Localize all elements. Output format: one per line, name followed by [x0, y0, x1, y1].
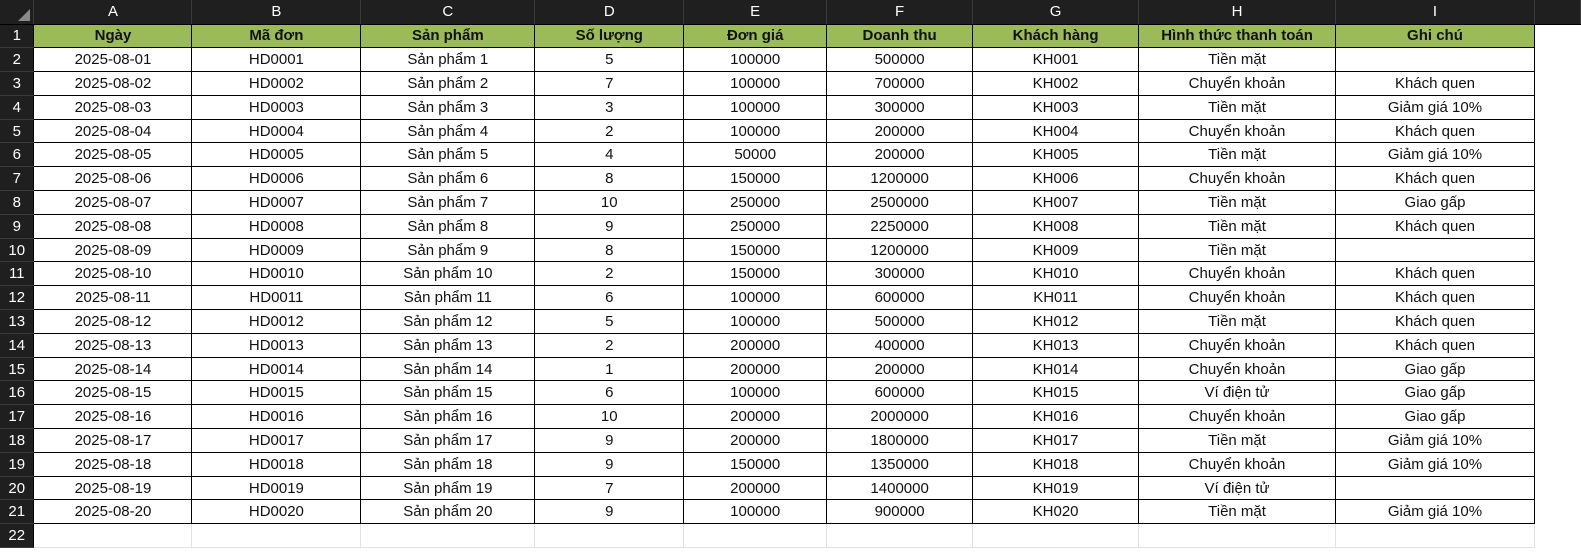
cell-b21[interactable]: HD0020 [192, 500, 361, 524]
cell-i15[interactable]: Giao gấp [1336, 357, 1535, 381]
cell-g3[interactable]: KH002 [973, 72, 1139, 96]
cell-g17[interactable]: KH016 [973, 405, 1139, 429]
cell-b2[interactable]: HD0001 [192, 48, 361, 72]
cell-h19[interactable]: Chuyển khoản [1139, 452, 1336, 476]
cell-c15[interactable]: Sản phẩm 14 [361, 357, 535, 381]
cell-c19[interactable]: Sản phẩm 18 [361, 452, 535, 476]
cell-c13[interactable]: Sản phẩm 12 [361, 310, 535, 334]
table-row [0, 476, 1581, 500]
cell-i13[interactable]: Khách quen [1336, 310, 1535, 334]
cell-b14[interactable]: HD0013 [192, 333, 361, 357]
cell-d14[interactable]: 2 [535, 333, 684, 357]
cell-i16[interactable]: Giao gấp [1336, 381, 1535, 405]
cell-e1[interactable]: Đơn giá [684, 24, 827, 48]
cell-e7[interactable]: 150000 [684, 167, 827, 191]
cell-a9[interactable]: 2025-08-08 [34, 214, 192, 238]
cell-h9[interactable]: Tiền mặt [1139, 214, 1336, 238]
cell-f14[interactable]: 400000 [827, 333, 973, 357]
cell-f13[interactable]: 500000 [827, 310, 973, 334]
cell-c22[interactable] [361, 524, 535, 548]
cell-h2[interactable]: Tiền mặt [1139, 48, 1336, 72]
cell-g6[interactable]: KH005 [973, 143, 1139, 167]
cell-f2[interactable]: 500000 [827, 48, 973, 72]
cell-overflow-15[interactable] [1534, 357, 1580, 381]
cell-overflow-14[interactable] [1534, 333, 1580, 357]
cell-f21[interactable]: 900000 [827, 500, 973, 524]
table-row [0, 238, 1581, 262]
cell-f20[interactable]: 1400000 [827, 476, 973, 500]
cell-f7[interactable]: 1200000 [827, 167, 973, 191]
column-header-a[interactable]: A [34, 0, 192, 24]
cell-e21[interactable]: 100000 [684, 500, 827, 524]
cell-d1[interactable]: Số lượng [535, 24, 684, 48]
cell-overflow-18[interactable] [1534, 429, 1580, 453]
table-row [0, 333, 1581, 357]
cell-c3[interactable]: Sản phẩm 2 [361, 72, 535, 96]
cell-overflow-22[interactable] [1534, 524, 1580, 548]
row-number-22[interactable]: 22 [0, 524, 34, 548]
cell-g18[interactable]: KH017 [973, 429, 1139, 453]
cell-overflow-8[interactable] [1534, 191, 1580, 215]
cell-f8[interactable]: 2500000 [827, 191, 973, 215]
cell-a4[interactable]: 2025-08-03 [34, 95, 192, 119]
cell-g11[interactable]: KH010 [973, 262, 1139, 286]
cell-overflow-11[interactable] [1534, 262, 1580, 286]
table-row [0, 48, 1581, 72]
cell-f5[interactable]: 200000 [827, 119, 973, 143]
cell-h4[interactable]: Tiền mặt [1139, 95, 1336, 119]
cell-b6[interactable]: HD0005 [192, 143, 361, 167]
cell-overflow-4[interactable] [1534, 95, 1580, 119]
cell-i12[interactable]: Khách quen [1336, 286, 1535, 310]
cell-overflow-12[interactable] [1534, 286, 1580, 310]
column-header-e[interactable]: E [684, 0, 827, 24]
cell-d12[interactable]: 6 [535, 286, 684, 310]
cell-f17[interactable]: 2000000 [827, 405, 973, 429]
row-number-7[interactable]: 7 [0, 167, 34, 191]
table-row [0, 95, 1581, 119]
cell-c5[interactable]: Sản phẩm 4 [361, 119, 535, 143]
cell-overflow-20[interactable] [1534, 476, 1580, 500]
cell-i3[interactable]: Khách quen [1336, 72, 1535, 96]
cell-f3[interactable]: 700000 [827, 72, 973, 96]
cell-overflow-13[interactable] [1534, 310, 1580, 334]
cell-d4[interactable]: 3 [535, 95, 684, 119]
cell-b12[interactable]: HD0011 [192, 286, 361, 310]
cell-i19[interactable]: Giảm giá 10% [1336, 452, 1535, 476]
cell-i2[interactable] [1336, 48, 1535, 72]
cell-c11[interactable]: Sản phẩm 10 [361, 262, 535, 286]
table-row [0, 214, 1581, 238]
cell-g9[interactable]: KH008 [973, 214, 1139, 238]
cell-h5[interactable]: Chuyển khoản [1139, 119, 1336, 143]
cell-b20[interactable]: HD0019 [192, 476, 361, 500]
cell-d7[interactable]: 8 [535, 167, 684, 191]
cell-h13[interactable]: Tiền mặt [1139, 310, 1336, 334]
cell-a11[interactable]: 2025-08-10 [34, 262, 192, 286]
cell-overflow-9[interactable] [1534, 214, 1580, 238]
cell-overflow-17[interactable] [1534, 405, 1580, 429]
column-header-overflow[interactable] [1534, 0, 1580, 24]
row-number-19[interactable]: 19 [0, 452, 34, 476]
cell-e22[interactable] [684, 524, 827, 548]
cell-g21[interactable]: KH020 [973, 500, 1139, 524]
cell-i17[interactable]: Giao gấp [1336, 405, 1535, 429]
cell-i9[interactable]: Khách quen [1336, 214, 1535, 238]
row-number-18[interactable]: 18 [0, 429, 34, 453]
cell-a16[interactable]: 2025-08-15 [34, 381, 192, 405]
select-all-triangle-icon [18, 9, 30, 21]
cell-g12[interactable]: KH011 [973, 286, 1139, 310]
cell-d3[interactable]: 7 [535, 72, 684, 96]
row-number-2[interactable]: 2 [0, 48, 34, 72]
cell-f6[interactable]: 200000 [827, 143, 973, 167]
cell-g8[interactable]: KH007 [973, 191, 1139, 215]
cell-f16[interactable]: 600000 [827, 381, 973, 405]
table-row [0, 262, 1581, 286]
row-number-11[interactable]: 11 [0, 262, 34, 286]
cell-d13[interactable]: 5 [535, 310, 684, 334]
cell-overflow-1[interactable] [1534, 24, 1580, 48]
cell-a2[interactable]: 2025-08-01 [34, 48, 192, 72]
cell-e2[interactable]: 100000 [684, 48, 827, 72]
cell-h1[interactable]: Hình thức thanh toán [1139, 24, 1336, 48]
select-all-corner[interactable] [0, 0, 34, 24]
cell-a12[interactable]: 2025-08-11 [34, 286, 192, 310]
cell-d19[interactable]: 9 [535, 452, 684, 476]
cell-c21[interactable]: Sản phẩm 20 [361, 500, 535, 524]
cell-f9[interactable]: 2250000 [827, 214, 973, 238]
cell-c4[interactable]: Sản phẩm 3 [361, 95, 535, 119]
table-row [0, 429, 1581, 453]
cell-g2[interactable]: KH001 [973, 48, 1139, 72]
cell-overflow-21[interactable] [1534, 500, 1580, 524]
cell-g20[interactable]: KH019 [973, 476, 1139, 500]
cell-f10[interactable]: 1200000 [827, 238, 973, 262]
row-number-1[interactable]: 1 [0, 24, 34, 48]
cell-e3[interactable]: 100000 [684, 72, 827, 96]
cell-a7[interactable]: 2025-08-06 [34, 167, 192, 191]
cell-h8[interactable]: Tiền mặt [1139, 191, 1336, 215]
cell-i1[interactable]: Ghi chú [1336, 24, 1535, 48]
cell-g4[interactable]: KH003 [973, 95, 1139, 119]
cell-b17[interactable]: HD0016 [192, 405, 361, 429]
cell-e8[interactable]: 250000 [684, 191, 827, 215]
cell-i18[interactable]: Giảm giá 10% [1336, 429, 1535, 453]
table-row [0, 286, 1581, 310]
cell-f11[interactable]: 300000 [827, 262, 973, 286]
header-row [0, 24, 1581, 48]
cell-g13[interactable]: KH012 [973, 310, 1139, 334]
cell-i21[interactable]: Giảm giá 10% [1336, 500, 1535, 524]
cell-b9[interactable]: HD0008 [192, 214, 361, 238]
cell-c14[interactable]: Sản phẩm 13 [361, 333, 535, 357]
cell-a1[interactable]: Ngày [34, 24, 192, 48]
cell-e16[interactable]: 100000 [684, 381, 827, 405]
empty-row [0, 524, 1581, 548]
cell-a13[interactable]: 2025-08-12 [34, 310, 192, 334]
table-row [0, 143, 1581, 167]
cell-a22[interactable] [34, 524, 192, 548]
cell-a21[interactable]: 2025-08-20 [34, 500, 192, 524]
cell-h7[interactable]: Chuyển khoản [1139, 167, 1336, 191]
table-row [0, 357, 1581, 381]
cell-a5[interactable]: 2025-08-04 [34, 119, 192, 143]
cell-g19[interactable]: KH018 [973, 452, 1139, 476]
cell-i8[interactable]: Giao gấp [1336, 191, 1535, 215]
row-number-16[interactable]: 16 [0, 381, 34, 405]
cell-overflow-2[interactable] [1534, 48, 1580, 72]
cell-e18[interactable]: 200000 [684, 429, 827, 453]
cell-i10[interactable] [1336, 238, 1535, 262]
cell-c20[interactable]: Sản phẩm 19 [361, 476, 535, 500]
cell-a15[interactable]: 2025-08-14 [34, 357, 192, 381]
cell-f1[interactable]: Doanh thu [827, 24, 973, 48]
cell-h21[interactable]: Tiền mặt [1139, 500, 1336, 524]
cell-i6[interactable]: Giảm giá 10% [1336, 143, 1535, 167]
column-header-c[interactable]: C [361, 0, 535, 24]
row-number-13[interactable]: 13 [0, 310, 34, 334]
cell-a8[interactable]: 2025-08-07 [34, 191, 192, 215]
cell-h18[interactable]: Tiền mặt [1139, 429, 1336, 453]
cell-g15[interactable]: KH014 [973, 357, 1139, 381]
cell-a10[interactable]: 2025-08-09 [34, 238, 192, 262]
cell-overflow-6[interactable] [1534, 143, 1580, 167]
row-number-6[interactable]: 6 [0, 143, 34, 167]
cell-h11[interactable]: Chuyển khoản [1139, 262, 1336, 286]
table-row [0, 500, 1581, 524]
cell-g10[interactable]: KH009 [973, 238, 1139, 262]
cell-e9[interactable]: 250000 [684, 214, 827, 238]
cell-b16[interactable]: HD0015 [192, 381, 361, 405]
cell-g22[interactable] [973, 524, 1139, 548]
cell-f12[interactable]: 600000 [827, 286, 973, 310]
cell-b8[interactable]: HD0007 [192, 191, 361, 215]
table-row [0, 167, 1581, 191]
table-row [0, 119, 1581, 143]
column-header-i[interactable]: I [1336, 0, 1535, 24]
cell-c8[interactable]: Sản phẩm 7 [361, 191, 535, 215]
cell-b13[interactable]: HD0012 [192, 310, 361, 334]
column-header-b[interactable]: B [192, 0, 361, 24]
cell-b19[interactable]: HD0018 [192, 452, 361, 476]
cell-h6[interactable]: Tiền mặt [1139, 143, 1336, 167]
cell-e20[interactable]: 200000 [684, 476, 827, 500]
cell-overflow-16[interactable] [1534, 381, 1580, 405]
table-row [0, 381, 1581, 405]
cell-e15[interactable]: 200000 [684, 357, 827, 381]
cell-d5[interactable]: 2 [535, 119, 684, 143]
cell-f18[interactable]: 1800000 [827, 429, 973, 453]
cell-a20[interactable]: 2025-08-19 [34, 476, 192, 500]
cell-b11[interactable]: HD0010 [192, 262, 361, 286]
cell-a19[interactable]: 2025-08-18 [34, 452, 192, 476]
row-number-21[interactable]: 21 [0, 500, 34, 524]
cell-i4[interactable]: Giảm giá 10% [1336, 95, 1535, 119]
cell-b22[interactable] [192, 524, 361, 548]
cell-overflow-3[interactable] [1534, 72, 1580, 96]
cell-f15[interactable]: 200000 [827, 357, 973, 381]
row-number-8[interactable]: 8 [0, 191, 34, 215]
cell-d2[interactable]: 5 [535, 48, 684, 72]
cell-i5[interactable]: Khách quen [1336, 119, 1535, 143]
cell-g16[interactable]: KH015 [973, 381, 1139, 405]
cell-i14[interactable]: Khách quen [1336, 333, 1535, 357]
column-header-g[interactable]: G [973, 0, 1139, 24]
cell-b7[interactable]: HD0006 [192, 167, 361, 191]
cell-c10[interactable]: Sản phẩm 9 [361, 238, 535, 262]
cell-e13[interactable]: 100000 [684, 310, 827, 334]
cell-h10[interactable]: Tiền mặt [1139, 238, 1336, 262]
cell-d18[interactable]: 9 [535, 429, 684, 453]
cell-d11[interactable]: 2 [535, 262, 684, 286]
cell-d8[interactable]: 10 [535, 191, 684, 215]
column-header-row [0, 0, 1581, 24]
cell-a17[interactable]: 2025-08-16 [34, 405, 192, 429]
column-header-h[interactable]: H [1139, 0, 1336, 24]
cell-b3[interactable]: HD0002 [192, 72, 361, 96]
cell-e11[interactable]: 150000 [684, 262, 827, 286]
row-number-17[interactable]: 17 [0, 405, 34, 429]
row-number-3[interactable]: 3 [0, 72, 34, 96]
cell-d10[interactable]: 8 [535, 238, 684, 262]
table-row [0, 452, 1581, 476]
cell-e19[interactable]: 150000 [684, 452, 827, 476]
cell-e10[interactable]: 150000 [684, 238, 827, 262]
cell-d20[interactable]: 7 [535, 476, 684, 500]
cell-d22[interactable] [535, 524, 684, 548]
row-number-12[interactable]: 12 [0, 286, 34, 310]
cell-overflow-7[interactable] [1534, 167, 1580, 191]
cell-c16[interactable]: Sản phẩm 15 [361, 381, 535, 405]
cell-a14[interactable]: 2025-08-13 [34, 333, 192, 357]
cell-c17[interactable]: Sản phẩm 16 [361, 405, 535, 429]
cell-overflow-10[interactable] [1534, 238, 1580, 262]
cell-g7[interactable]: KH006 [973, 167, 1139, 191]
cell-i20[interactable] [1336, 476, 1535, 500]
cell-e17[interactable]: 200000 [684, 405, 827, 429]
cell-c6[interactable]: Sản phẩm 5 [361, 143, 535, 167]
cell-a18[interactable]: 2025-08-17 [34, 429, 192, 453]
cell-i22[interactable] [1336, 524, 1535, 548]
cell-h12[interactable]: Chuyển khoản [1139, 286, 1336, 310]
cell-c2[interactable]: Sản phẩm 1 [361, 48, 535, 72]
cell-c18[interactable]: Sản phẩm 17 [361, 429, 535, 453]
cell-h16[interactable]: Ví điện tử [1139, 381, 1336, 405]
cell-h3[interactable]: Chuyển khoản [1139, 72, 1336, 96]
cell-c12[interactable]: Sản phẩm 11 [361, 286, 535, 310]
cell-overflow-5[interactable] [1534, 119, 1580, 143]
cell-c1[interactable]: Sản phẩm [361, 24, 535, 48]
cell-i7[interactable]: Khách quen [1336, 167, 1535, 191]
cell-e12[interactable]: 100000 [684, 286, 827, 310]
cell-e6[interactable]: 50000 [684, 143, 827, 167]
cell-i11[interactable]: Khách quen [1336, 262, 1535, 286]
table-row [0, 310, 1581, 334]
cell-b10[interactable]: HD0009 [192, 238, 361, 262]
cell-b18[interactable]: HD0017 [192, 429, 361, 453]
cell-c7[interactable]: Sản phẩm 6 [361, 167, 535, 191]
cell-e14[interactable]: 200000 [684, 333, 827, 357]
cell-a6[interactable]: 2025-08-05 [34, 143, 192, 167]
row-number-9[interactable]: 9 [0, 214, 34, 238]
cell-h17[interactable]: Chuyển khoản [1139, 405, 1336, 429]
cell-d9[interactable]: 9 [535, 214, 684, 238]
cell-h14[interactable]: Chuyển khoản [1139, 333, 1336, 357]
cell-e5[interactable]: 100000 [684, 119, 827, 143]
row-number-4[interactable]: 4 [0, 95, 34, 119]
cell-h15[interactable]: Chuyển khoản [1139, 357, 1336, 381]
table-row [0, 405, 1581, 429]
cell-b1[interactable]: Mã đơn [192, 24, 361, 48]
cell-g1[interactable]: Khách hàng [973, 24, 1139, 48]
cell-a3[interactable]: 2025-08-02 [34, 72, 192, 96]
table-row [0, 72, 1581, 96]
row-number-10[interactable]: 10 [0, 238, 34, 262]
cell-h22[interactable] [1139, 524, 1336, 548]
cell-d15[interactable]: 1 [535, 357, 684, 381]
cell-b5[interactable]: HD0004 [192, 119, 361, 143]
row-number-15[interactable]: 15 [0, 357, 34, 381]
row-number-20[interactable]: 20 [0, 476, 34, 500]
cell-d6[interactable]: 4 [535, 143, 684, 167]
cell-b15[interactable]: HD0014 [192, 357, 361, 381]
cell-overflow-19[interactable] [1534, 452, 1580, 476]
cell-f4[interactable]: 300000 [827, 95, 973, 119]
row-number-5[interactable]: 5 [0, 119, 34, 143]
cell-f22[interactable] [827, 524, 973, 548]
row-number-14[interactable]: 14 [0, 333, 34, 357]
cell-h20[interactable]: Ví điện tử [1139, 476, 1336, 500]
cell-f19[interactable]: 1350000 [827, 452, 973, 476]
column-header-f[interactable]: F [827, 0, 973, 24]
cell-g5[interactable]: KH004 [973, 119, 1139, 143]
cell-e4[interactable]: 100000 [684, 95, 827, 119]
table-row [0, 191, 1581, 215]
cell-d16[interactable]: 6 [535, 381, 684, 405]
cell-d17[interactable]: 10 [535, 405, 684, 429]
column-header-d[interactable]: D [535, 0, 684, 24]
cell-b4[interactable]: HD0003 [192, 95, 361, 119]
cell-c9[interactable]: Sản phẩm 8 [361, 214, 535, 238]
cell-g14[interactable]: KH013 [973, 333, 1139, 357]
cell-d21[interactable]: 9 [535, 500, 684, 524]
